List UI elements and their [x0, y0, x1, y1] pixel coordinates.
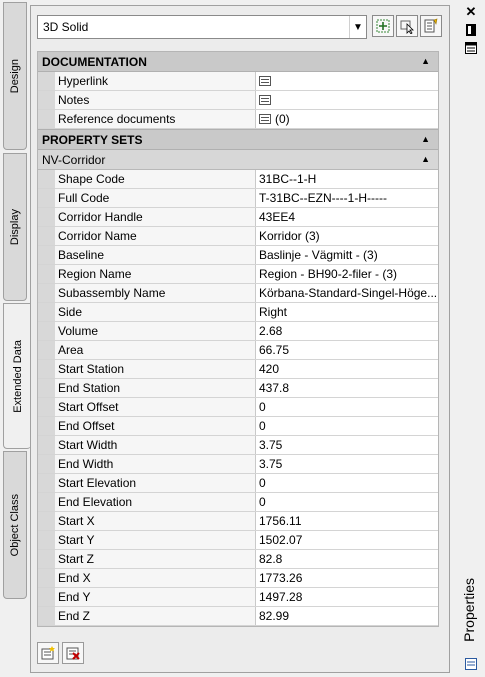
- row-gutter: [38, 246, 55, 264]
- property-row[interactable]: [38, 512, 438, 531]
- property-row[interactable]: [38, 360, 438, 379]
- row-gutter: [38, 417, 55, 435]
- row-gutter: [38, 303, 55, 321]
- property-set-group[interactable]: [38, 150, 438, 170]
- row-gutter: [38, 341, 55, 359]
- property-name: Area: [55, 341, 256, 359]
- property-value[interactable]: [256, 303, 438, 321]
- property-name: End Elevation: [55, 493, 256, 511]
- property-row[interactable]: [38, 493, 438, 512]
- property-value-text: 43EE4: [259, 210, 296, 224]
- chevron-down-icon: ▼: [349, 16, 366, 38]
- properties-panel: [30, 5, 450, 673]
- property-row[interactable]: [38, 265, 438, 284]
- property-row[interactable]: [38, 379, 438, 398]
- row-gutter: [38, 170, 55, 188]
- category-documentation-title: DOCUMENTATION: [42, 54, 147, 69]
- property-name: End Offset: [55, 417, 256, 435]
- property-value[interactable]: [256, 341, 438, 359]
- property-row[interactable]: [38, 417, 438, 436]
- property-value-text: 31BC--1-H: [259, 172, 317, 186]
- property-value[interactable]: [256, 569, 438, 587]
- property-grid: [37, 51, 439, 627]
- property-value-text: 82.8: [259, 552, 283, 566]
- property-value-text: Region - BH90-2-filer - (3): [259, 267, 398, 281]
- property-value[interactable]: [256, 512, 438, 530]
- tab-extended-data[interactable]: [3, 303, 31, 449]
- row-gutter: [38, 322, 55, 340]
- property-row[interactable]: [38, 246, 438, 265]
- property-value[interactable]: [256, 436, 438, 454]
- property-value-text: 0: [259, 419, 266, 433]
- property-value[interactable]: [256, 91, 438, 109]
- property-name: Full Code: [55, 189, 256, 207]
- property-row[interactable]: [38, 341, 438, 360]
- property-value[interactable]: [256, 246, 438, 264]
- property-row[interactable]: [38, 588, 438, 607]
- property-value[interactable]: [256, 550, 438, 568]
- property-value-text: 420: [259, 362, 280, 376]
- row-gutter: [38, 588, 55, 606]
- property-value-text: 1502.07: [259, 533, 303, 547]
- property-value-text: Baslinje - Vägmitt - (3): [259, 248, 378, 262]
- property-value-text: 1773.26: [259, 571, 303, 585]
- property-value-text: 0: [259, 476, 266, 490]
- row-gutter: [38, 189, 55, 207]
- palette-title-bar: [458, 0, 485, 677]
- property-value[interactable]: [256, 417, 438, 435]
- property-row[interactable]: [38, 322, 438, 341]
- property-value[interactable]: [256, 72, 438, 90]
- property-name: Corridor Handle: [55, 208, 256, 226]
- property-set-group-title: NV-Corridor: [42, 152, 106, 167]
- collapse-up-icon[interactable]: ▲: [421, 134, 430, 144]
- property-row[interactable]: [38, 398, 438, 417]
- property-value-text: T-31BC--EZN----1-H-----: [259, 191, 387, 205]
- auto-hide-icon[interactable]: [464, 23, 478, 37]
- quick-select-icon: [423, 18, 439, 34]
- property-name: Baseline: [55, 246, 256, 264]
- quick-select-button[interactable]: [420, 15, 442, 37]
- tab-display[interactable]: [3, 153, 27, 301]
- tab-extended-data-label: Extended Data: [11, 339, 24, 413]
- pickadd-icon: [376, 19, 390, 33]
- property-value[interactable]: [256, 322, 438, 340]
- property-name: Start Z: [55, 550, 256, 568]
- property-name: Side: [55, 303, 256, 321]
- property-value[interactable]: [256, 607, 438, 625]
- tab-display-label: Display: [9, 208, 21, 246]
- property-value[interactable]: [256, 227, 438, 245]
- row-gutter: [38, 531, 55, 549]
- top-toolbar: [37, 15, 437, 41]
- property-row[interactable]: [38, 531, 438, 550]
- property-name: Start Elevation: [55, 474, 256, 492]
- tab-design[interactable]: [3, 2, 27, 150]
- property-value[interactable]: [256, 170, 438, 188]
- property-value[interactable]: [256, 110, 438, 128]
- row-gutter: [38, 360, 55, 378]
- property-value[interactable]: [256, 474, 438, 492]
- property-value-text: (0): [275, 112, 290, 126]
- palette-tabs: [0, 0, 30, 677]
- property-value[interactable]: [256, 265, 438, 283]
- property-row[interactable]: [38, 189, 438, 208]
- property-row[interactable]: [38, 550, 438, 569]
- property-name: Subassembly Name: [55, 284, 256, 302]
- row-gutter: [38, 493, 55, 511]
- property-value-text: 0: [259, 495, 266, 509]
- row-gutter: [38, 607, 55, 625]
- property-row[interactable]: [38, 208, 438, 227]
- add-property-set-button[interactable]: [37, 642, 59, 664]
- property-value-text: 3.75: [259, 438, 283, 452]
- row-gutter: [38, 227, 55, 245]
- property-row[interactable]: [38, 284, 438, 303]
- row-gutter: [38, 569, 55, 587]
- property-value-text: Körbana-Standard-Singel-Höge...: [259, 286, 438, 300]
- property-value-text: 1756.11: [259, 514, 302, 528]
- close-icon[interactable]: ✕: [465, 4, 477, 19]
- document-icon[interactable]: [259, 114, 271, 124]
- property-name: Volume: [55, 322, 256, 340]
- pickadd-button[interactable]: [372, 15, 394, 37]
- property-name: Notes: [55, 91, 256, 109]
- property-value-text: 437.8: [259, 381, 290, 395]
- row-gutter: [38, 474, 55, 492]
- palette-title: Properties: [461, 578, 477, 642]
- property-name: Start X: [55, 512, 256, 530]
- property-row[interactable]: [38, 474, 438, 493]
- collapse-up-icon[interactable]: ▲: [421, 154, 430, 164]
- category-property-sets-title: PROPERTY SETS: [42, 132, 143, 147]
- property-value[interactable]: [256, 208, 438, 226]
- select-objects-button[interactable]: [396, 15, 418, 37]
- property-value[interactable]: [256, 493, 438, 511]
- tab-object-class-label: Object Class: [9, 493, 21, 557]
- property-value[interactable]: [256, 455, 438, 473]
- property-row[interactable]: [38, 607, 438, 626]
- property-row[interactable]: [38, 110, 438, 129]
- property-value-text: 1497.28: [259, 590, 303, 604]
- row-gutter: [38, 72, 55, 90]
- property-name: Shape Code: [55, 170, 256, 188]
- palette-settings-icon[interactable]: [464, 657, 478, 671]
- row-gutter: [38, 265, 55, 283]
- property-value-text: 0: [259, 400, 266, 414]
- palette-properties-icon[interactable]: [464, 41, 478, 55]
- property-row[interactable]: [38, 227, 438, 246]
- property-row[interactable]: [38, 569, 438, 588]
- property-row[interactable]: [38, 91, 438, 110]
- property-name: End Width: [55, 455, 256, 473]
- property-name: End X: [55, 569, 256, 587]
- property-value-text: Korridor (3): [259, 229, 320, 243]
- property-value-text: 66.75: [259, 343, 290, 357]
- property-value-text: 3.75: [259, 457, 283, 471]
- property-row[interactable]: [38, 436, 438, 455]
- remove-property-set-button[interactable]: [62, 642, 84, 664]
- property-value[interactable]: [256, 531, 438, 549]
- property-value[interactable]: [256, 189, 438, 207]
- row-gutter: [38, 110, 55, 128]
- property-value-text: Right: [259, 305, 288, 319]
- property-row[interactable]: [38, 303, 438, 322]
- property-value[interactable]: [256, 379, 438, 397]
- property-value[interactable]: [256, 588, 438, 606]
- property-name: Region Name: [55, 265, 256, 283]
- property-value[interactable]: [256, 284, 438, 302]
- row-gutter: [38, 455, 55, 473]
- row-gutter: [38, 436, 55, 454]
- row-gutter: [38, 379, 55, 397]
- document-icon[interactable]: [259, 76, 271, 86]
- property-name: Hyperlink: [55, 72, 256, 90]
- property-row[interactable]: [38, 455, 438, 474]
- property-name: End Station: [55, 379, 256, 397]
- row-gutter: [38, 208, 55, 226]
- property-value[interactable]: [256, 398, 438, 416]
- property-row[interactable]: [38, 72, 438, 91]
- row-gutter: [38, 284, 55, 302]
- add-property-set-icon: [40, 645, 56, 661]
- collapse-up-icon[interactable]: ▲: [421, 56, 430, 66]
- row-gutter: [38, 512, 55, 530]
- property-name: End Y: [55, 588, 256, 606]
- tab-object-class[interactable]: [3, 451, 27, 599]
- property-name: Reference documents: [55, 110, 256, 128]
- property-name: End Z: [55, 607, 256, 625]
- property-name: Start Width: [55, 436, 256, 454]
- document-icon[interactable]: [259, 95, 271, 105]
- property-name: Start Station: [55, 360, 256, 378]
- tab-design-label: Design: [9, 58, 21, 94]
- row-gutter: [38, 91, 55, 109]
- property-name: Start Offset: [55, 398, 256, 416]
- property-value-text: 2.68: [259, 324, 283, 338]
- property-name: Start Y: [55, 531, 256, 549]
- property-value-text: 82.99: [259, 609, 290, 623]
- category-documentation[interactable]: [38, 52, 438, 72]
- select-objects-icon: [399, 18, 415, 34]
- row-gutter: [38, 550, 55, 568]
- property-row[interactable]: [38, 170, 438, 189]
- property-value[interactable]: [256, 360, 438, 378]
- remove-property-set-icon: [65, 645, 81, 661]
- category-property-sets[interactable]: [38, 129, 438, 150]
- object-type-value: 3D Solid: [43, 20, 89, 34]
- object-type-select[interactable]: [37, 15, 367, 39]
- property-name: Corridor Name: [55, 227, 256, 245]
- row-gutter: [38, 398, 55, 416]
